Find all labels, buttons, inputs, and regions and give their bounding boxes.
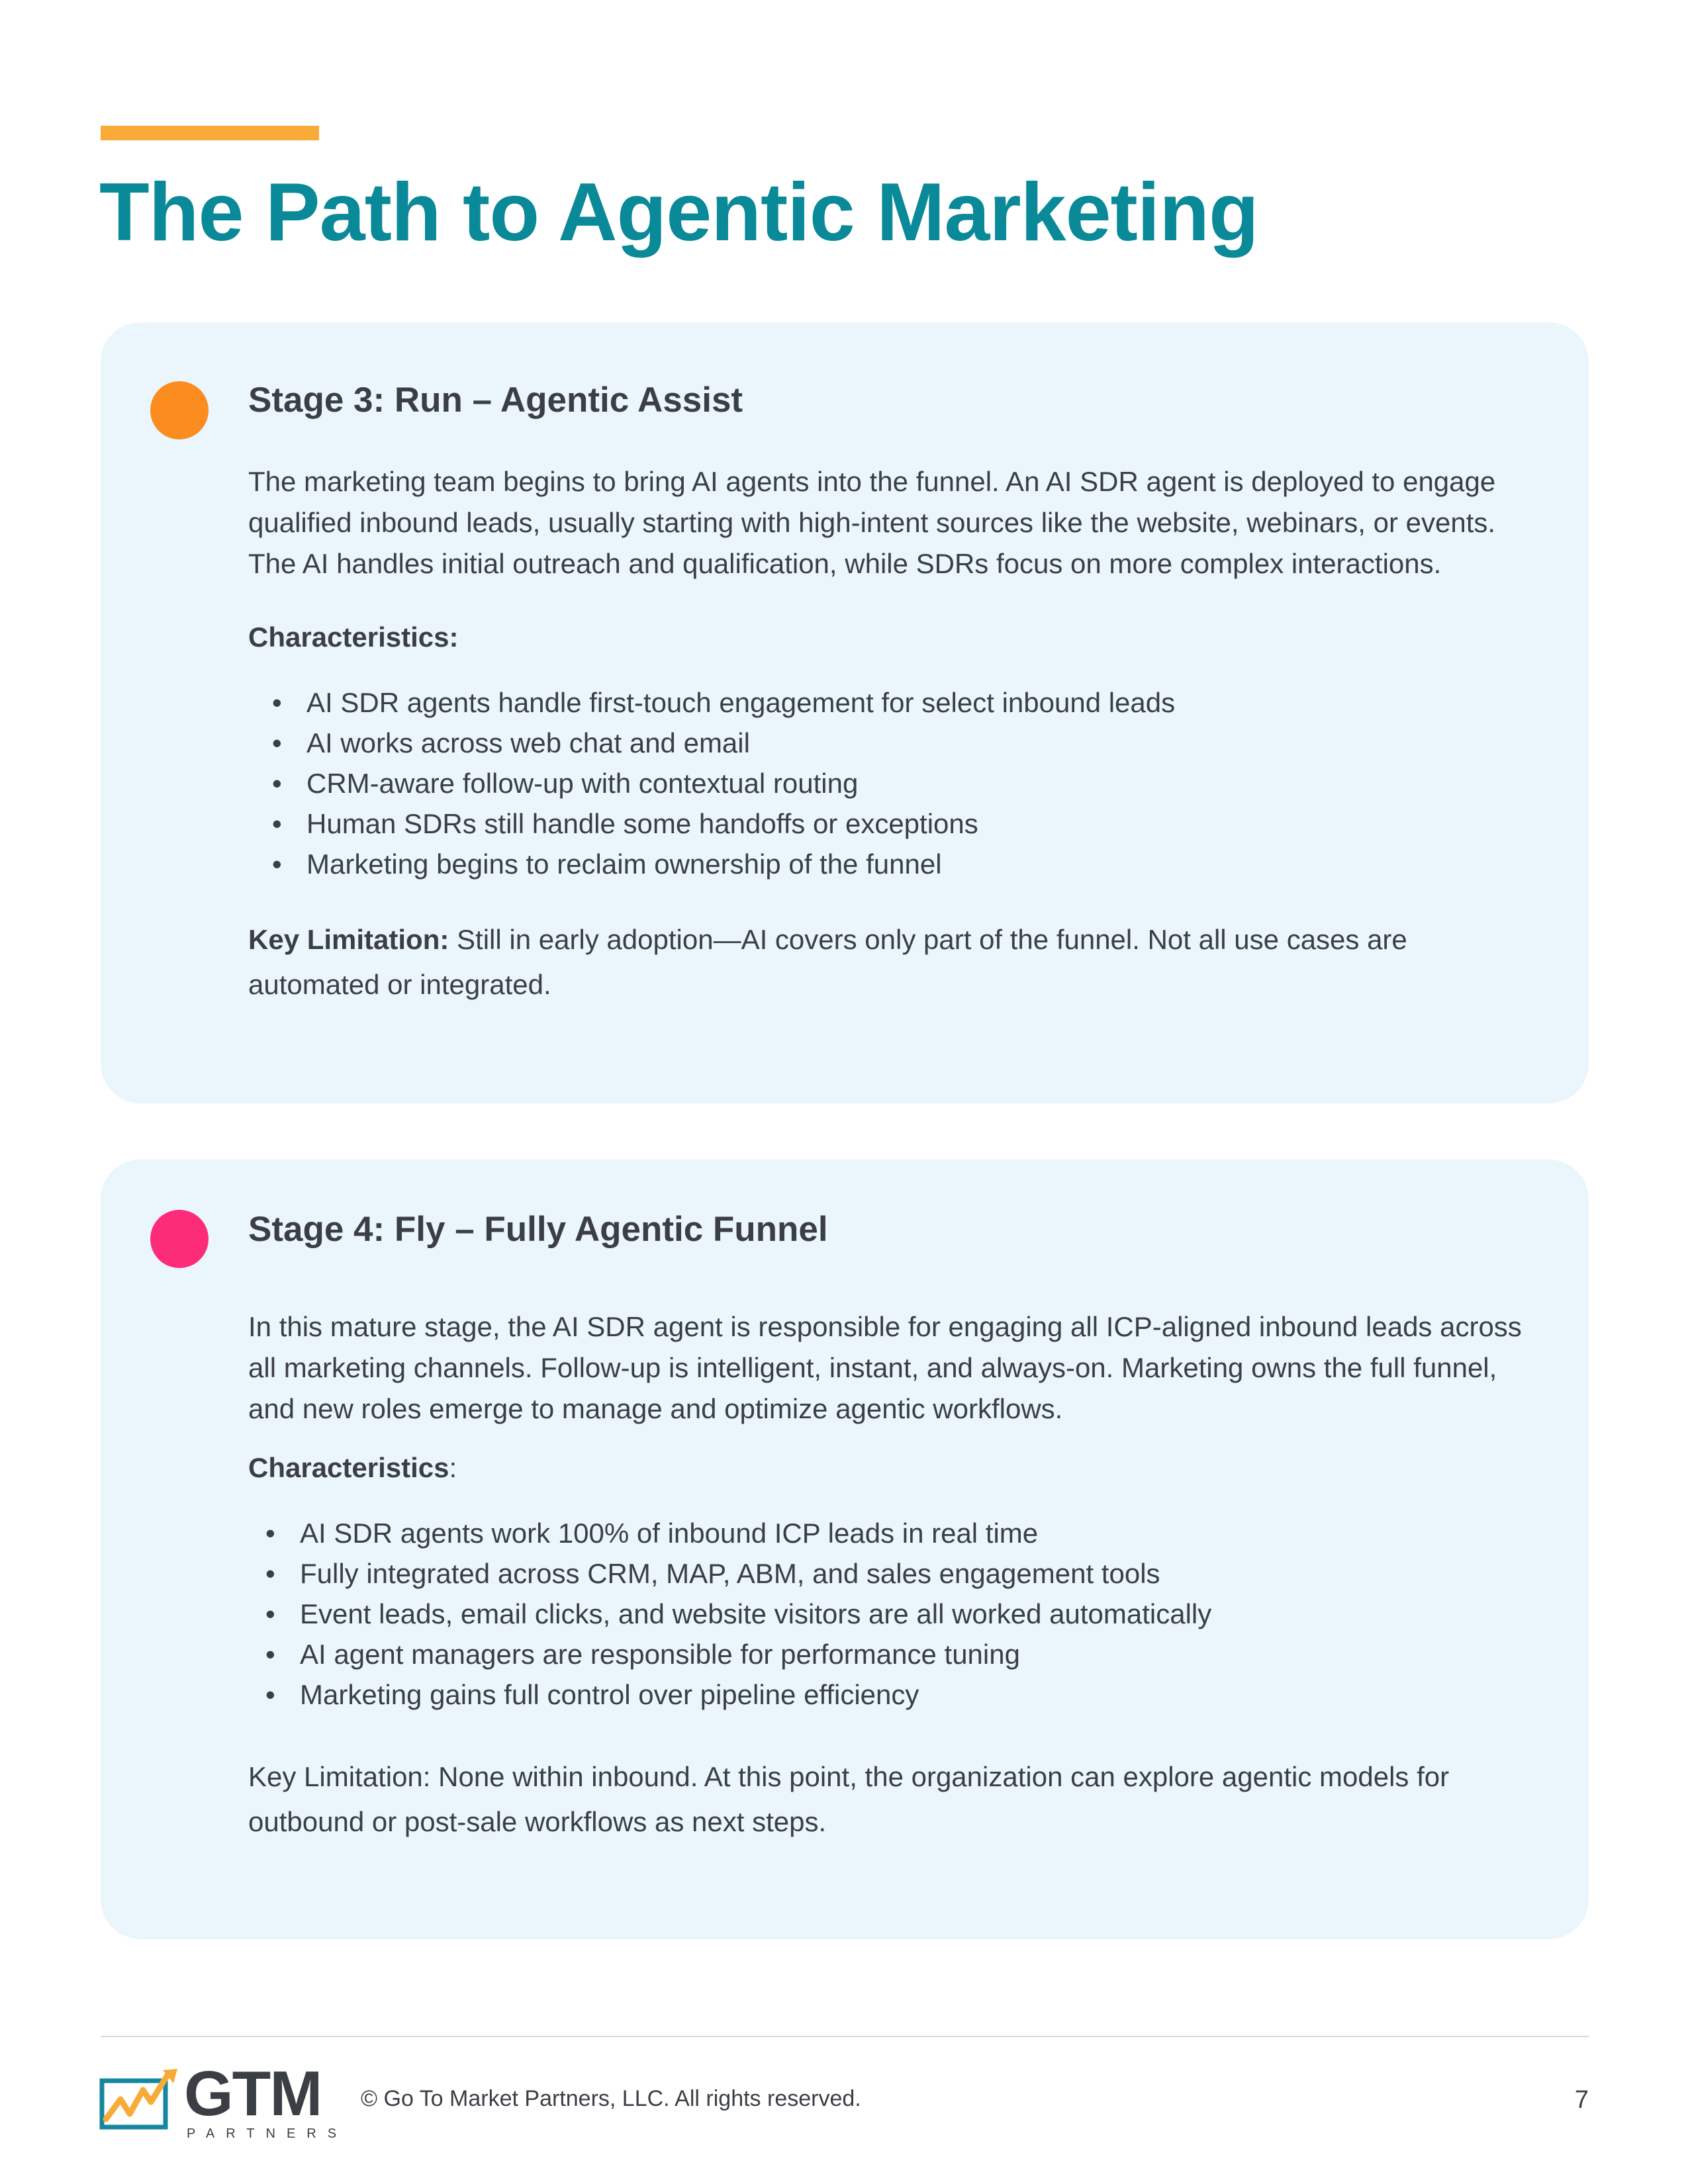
characteristics-list — [248, 682, 1542, 884]
characteristics-heading — [248, 1449, 1542, 1486]
growth-chart-icon — [99, 2068, 179, 2134]
bullet-icon: • — [272, 807, 282, 839]
key-limitation — [248, 917, 1542, 1007]
list-item — [248, 1674, 1542, 1715]
list-item-text: CRM-aware follow-up with contextual routing — [306, 767, 859, 799]
characteristics-label: Characteristics — [248, 1451, 449, 1483]
list-item — [248, 1594, 1542, 1634]
bullet-icon: • — [272, 727, 282, 758]
bullet-icon: • — [265, 1678, 275, 1710]
gtm-partners-logo — [99, 2058, 348, 2142]
stage-content — [248, 379, 1542, 1007]
list-item — [248, 1553, 1542, 1594]
list-item-text: Fully integrated across CRM, MAP, ABM, and sales engagement tools — [300, 1557, 1160, 1589]
stage-card-3 — [101, 322, 1589, 1103]
characteristics-heading — [248, 619, 1542, 656]
bullet-icon: • — [265, 1598, 275, 1629]
stage-dot-pink — [150, 1210, 209, 1268]
bullet-icon: • — [272, 686, 282, 718]
list-item — [248, 1513, 1542, 1553]
copyright-text: © Go To Market Partners, LLC. All rights reserved. — [361, 2086, 861, 2111]
page-title: The Path to Agentic Marketing — [99, 167, 1258, 258]
footer-divider — [101, 2036, 1589, 2037]
characteristics-list — [248, 1513, 1542, 1715]
title-accent-bar — [101, 126, 319, 140]
stage-title: Stage 4: Fly – Fully Agentic Funnel — [248, 1210, 828, 1249]
logo-text: GTM — [184, 2058, 322, 2129]
list-item-text: AI SDR agents handle first-touch engagement for select inbound leads — [306, 686, 1176, 718]
list-item-text: AI works across web chat and email — [306, 727, 750, 758]
stage-card-4 — [101, 1160, 1589, 1939]
bullet-icon: • — [272, 767, 282, 799]
bullet-icon: • — [272, 848, 282, 880]
stage-description: In this mature stage, the AI SDR agent is responsible for engaging all ICP-aligned inbound leads across all marketing channels. Follow-up is intelligent, instant, and always-on. Marketing owns the full funnel, and new roles emerge to manage and optimize agentic workflows. — [248, 1310, 1522, 1424]
list-item — [248, 682, 1542, 723]
list-item — [248, 763, 1542, 803]
stage-title: Stage 3: Run – Agentic Assist — [248, 381, 743, 420]
stage-content — [248, 1208, 1542, 1844]
list-item-text: Event leads, email clicks, and website visitors are all worked automatically — [300, 1598, 1212, 1629]
characteristics-suffix: : — [449, 1451, 457, 1483]
stage-description: The marketing team begins to bring AI agents into the funnel. An AI SDR agent is deployed to engage qualified inbound leads, usually starting with high-intent sources like the website, webinars, or events. The AI handles initial outreach and qualification, while SDRs focus on more complex interactions. — [248, 465, 1496, 579]
key-limitation-label: Key Limitation: — [248, 923, 449, 955]
bullet-icon: • — [265, 1557, 275, 1589]
list-item — [248, 723, 1542, 763]
bullet-icon: • — [265, 1517, 275, 1549]
key-limitation-text: Still in early adoption—AI covers only part of the funnel. Not all use cases are automated or integrated. — [248, 923, 1407, 1000]
list-item — [248, 1634, 1542, 1674]
list-item-text: Human SDRs still handle some handoffs or exceptions — [306, 807, 978, 839]
stage-dot-orange — [150, 381, 209, 439]
list-item — [248, 803, 1542, 844]
list-item-text: AI SDR agents work 100% of inbound ICP leads in real time — [300, 1517, 1039, 1549]
list-item-text: Marketing gains full control over pipeline efficiency — [300, 1678, 919, 1710]
list-item-text: AI agent managers are responsible for performance tuning — [300, 1638, 1020, 1670]
list-item-text: Marketing begins to reclaim ownership of the funnel — [306, 848, 942, 880]
key-limitation-text: Key Limitation: None within inbound. At this point, the organization can explore agentic models for outbound or post-sale workflows as next steps. — [248, 1760, 1450, 1837]
list-item — [248, 844, 1542, 884]
page-number: 7 — [1574, 2086, 1589, 2114]
bullet-icon: • — [265, 1638, 275, 1670]
logo-subtext: PARTNERS — [187, 2126, 348, 2141]
characteristics-label: Characteristics: — [248, 621, 459, 653]
key-limitation — [248, 1754, 1542, 1844]
